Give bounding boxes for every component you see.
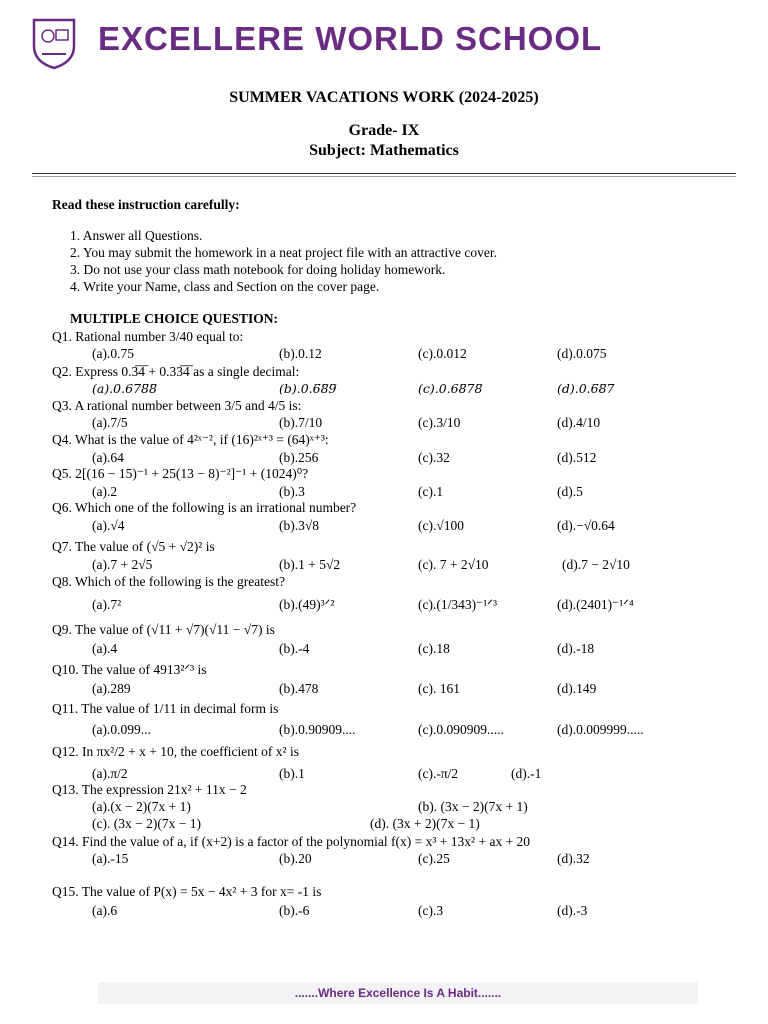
subject-label: Subject: Mathematics — [309, 142, 459, 159]
instruction-item: 4. Write your Name, class and Section on the cover page. — [70, 279, 380, 294]
grade-label: Grade- IX — [348, 122, 420, 139]
option-a: (a).7/5 — [92, 415, 128, 430]
option-b: (b).20 — [279, 851, 312, 866]
option-b: (b).3 — [279, 484, 305, 499]
option-d: (d).−√0.64 — [557, 518, 615, 533]
footer-motto: .......Where Excellence Is A Habit....... — [98, 982, 698, 1004]
option-a: (a).4 — [92, 641, 118, 656]
question-1: Q1. Rational number 3/40 equal to: — [52, 329, 244, 344]
option-a: (a).0.67̅8̅8̅ — [92, 381, 157, 396]
option-b: (b).3√8 — [279, 518, 320, 533]
option-b: (b).-4 — [279, 641, 310, 656]
instruction-item: 3. Do not use your class math notebook for doing holiday homework. — [70, 262, 446, 277]
option-b: (b).-6 — [279, 903, 310, 918]
option-a: (a).√4 — [92, 518, 125, 533]
option-b: (b).0.90909.... — [279, 722, 356, 737]
option-a: (a).2 — [92, 484, 118, 499]
question-7: Q7. The value of (√5 + √2)² is — [52, 539, 215, 554]
option-c: (c). (3x − 2)(7x − 1) — [92, 816, 201, 831]
option-d: (d).-18 — [557, 641, 595, 656]
option-b: (b). (3x − 2)(7x + 1) — [418, 799, 528, 814]
option-b: (b).478 — [279, 681, 319, 696]
option-a: (a).64 — [92, 450, 124, 465]
instruction-item: 1. Answer all Questions. — [70, 228, 203, 243]
school-crest-icon — [30, 16, 78, 70]
option-d: (d).0.009999..... — [557, 722, 644, 737]
option-d: (d).4/10 — [557, 415, 601, 430]
question-6: Q6. Which one of the following is an irrational number? — [52, 500, 357, 515]
question-12: Q12. In πx²/2 + x + 10, the coefficient of x² is — [52, 744, 299, 759]
instructions-heading: Read these instruction carefully: — [52, 197, 240, 212]
option-b: (b).1 + 5√2 — [279, 557, 341, 572]
worksheet-title: SUMMER VACATIONS WORK (2024-2025) — [229, 89, 539, 106]
option-a: (a).7² — [92, 597, 122, 612]
option-d: (d). (3x + 2)(7x − 1) — [370, 816, 480, 831]
instruction-item: 2. You may submit the homework in a neat project file with an attractive cover. — [70, 245, 498, 260]
option-c: (c).0.68̅7̅8̅ — [418, 381, 483, 396]
option-d: (d).0.6̅8̅7̅ — [557, 381, 615, 396]
option-c: (c).32 — [418, 450, 450, 465]
option-d: (d).149 — [557, 681, 597, 696]
option-a: (a).(x − 2)(7x + 1) — [92, 799, 191, 814]
question-11: Q11. The value of 1/11 in decimal form is — [52, 701, 279, 716]
option-c: (c).0.090909..... — [418, 722, 504, 737]
option-c: (c).√100 — [418, 518, 465, 533]
option-c: (c).3/10 — [418, 415, 461, 430]
option-c: (c).1 — [418, 484, 444, 499]
option-a: (a).7 + 2√5 — [92, 557, 153, 572]
school-header — [0, 0, 768, 80]
question-3: Q3. A rational number between 3/5 and 4/5 is: — [52, 398, 302, 413]
option-d: (d).7 − 2√10 — [562, 557, 630, 572]
question-9: Q9. The value of (√11 + √7)(√11 − √7) is — [52, 622, 275, 637]
option-c: (c).(1/343)⁻¹ᐟ³ — [418, 597, 498, 612]
option-c: (c).-π/2 — [418, 766, 459, 781]
option-b: (b).7/10 — [279, 415, 323, 430]
option-b: (b).0.6̅8̅9̅ — [279, 381, 337, 396]
question-15: Q15. The value of P(x) = 5x − 4x² + 3 for x= -1 is — [52, 884, 322, 899]
option-a: (a).0.099... — [92, 722, 151, 737]
option-d: (d).0.075 — [557, 346, 607, 361]
question-10: Q10. The value of 4913²ᐟ³ is — [52, 662, 207, 677]
option-a: (a).0.75 — [92, 346, 134, 361]
option-c: (c).3 — [418, 903, 444, 918]
question-2: Q2. Express 0.3̅4̅ + 0.33̅4̅ as a single decimal: — [52, 364, 300, 379]
option-a: (a).289 — [92, 681, 131, 696]
option-a: (a).6 — [92, 903, 118, 918]
question-8: Q8. Which of the following is the greatest? — [52, 574, 285, 589]
option-a: (a).π/2 — [92, 766, 128, 781]
option-d: (d).5 — [557, 484, 583, 499]
option-a: (a).-15 — [92, 851, 129, 866]
option-b: (b).(49)³ᐟ² — [279, 597, 335, 612]
mcq-heading: MULTIPLE CHOICE QUESTION: — [70, 311, 279, 326]
option-c: (c).25 — [418, 851, 450, 866]
question-5: Q5. 2[(16 − 15)⁻¹ + 25(13 − 8)⁻²]⁻¹ + (1024)⁰? — [52, 466, 309, 481]
option-d: (d).(2401)⁻¹ᐟ⁴ — [557, 597, 634, 612]
option-b: (b).256 — [279, 450, 319, 465]
option-d: (d).512 — [557, 450, 597, 465]
question-4: Q4. What is the value of 4²ˣ⁻², if (16)²ˣ⁺³ = (64)ˣ⁺³: — [52, 432, 329, 447]
option-d: (d).-1 — [511, 766, 542, 781]
option-d: (d).32 — [557, 851, 590, 866]
question-13: Q13. The expression 21x² + 11x − 2 — [52, 782, 247, 797]
option-c: (c).18 — [418, 641, 450, 656]
school-name: EXCELLERE WORLD SCHOOL — [98, 20, 603, 57]
option-d: (d).-3 — [557, 903, 588, 918]
option-b: (b).0.12 — [279, 346, 322, 361]
divider — [32, 176, 736, 177]
option-c: (c). 7 + 2√10 — [418, 557, 489, 572]
question-14: Q14. Find the value of a, if (x+2) is a factor of the polynomial f(x) = x³ + 13x² + ax + 20 — [52, 834, 531, 849]
option-c: (c). 161 — [418, 681, 460, 696]
option-c: (c).0.012 — [418, 346, 467, 361]
option-b: (b).1 — [279, 766, 305, 781]
divider — [32, 173, 736, 174]
